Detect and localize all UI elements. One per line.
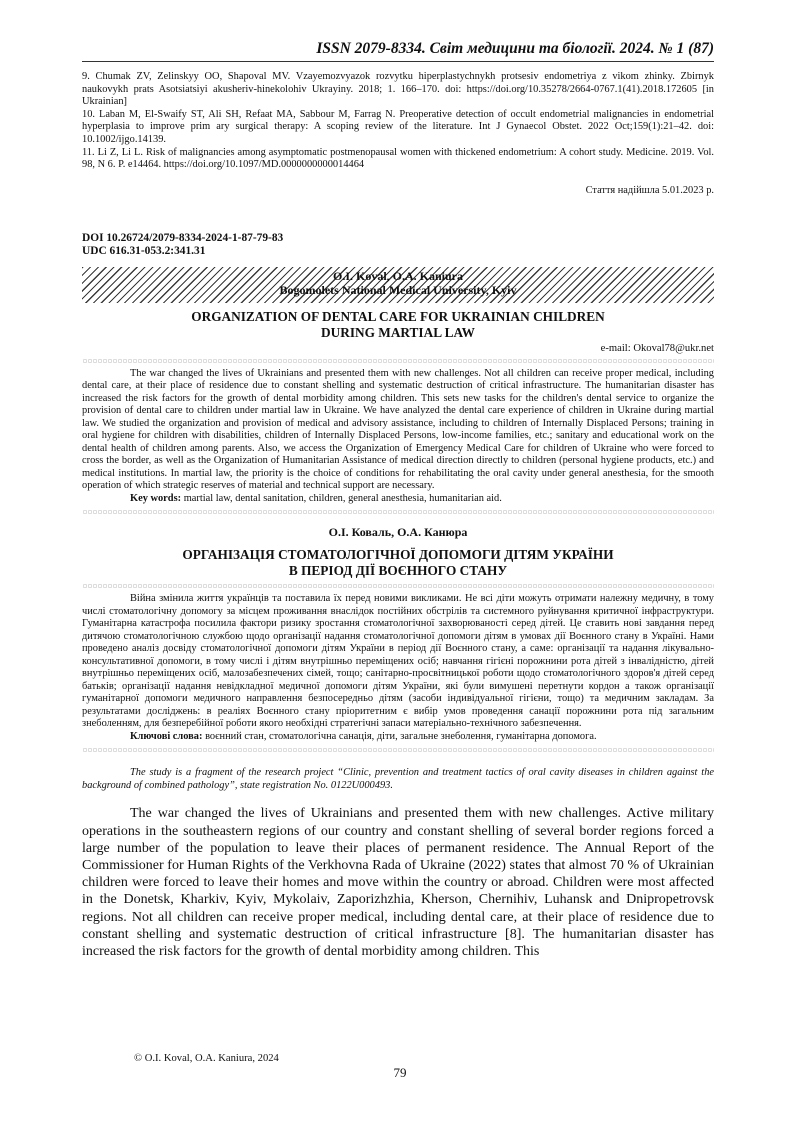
- reference-10: 10. Laban M, El-Swaify ST, Ali SH, Refaat MA, Sabbour M, Farrag N. Preoperative detection of occult endometrial malignancies in endometrial hyperplasia to improve prim ary surgical therapy: A scoping review of the literature. Int J Gynaecol Obstet. 2022 Oct;159(1):21–42. doi: 10.1002/ijgo.14139.: [82, 108, 714, 145]
- page-number: 79: [393, 1065, 407, 1080]
- keywords-ua-label: Ключові слова:: [130, 730, 203, 742]
- received-date: Стаття надійшла 5.01.2023 р.: [585, 184, 714, 196]
- author-email: e-mail: Okoval78@ukr.net: [600, 342, 714, 354]
- abstract-en: The war changed the lives of Ukrainians and presented them with new challenges. Not all children can receive proper medical, including dental care, at their place of residence due to constant shelling and systematic destruction of critical infrastructure. The humanitarian disaster has increased the risk factors for the growth of dental morbidity among children. This sets new tasks for the children's dental service to organize the provision of dental care to children under martial law in Ukraine. We have analyzed the dental care experience of children in Ukraine during martial law. We studied the organization and provision of medical and advisory assistance, including to children of Internally Displaced Persons; training in oral hygiene for children with disabilities, children of Internally Displaced Persons, low-income families, etc.; sanitary and educational work on the dental health of children among parents. Also, we access the Organization of Emergency Medical Care for children of Ukraine who were forced to cross the border, as well as the Organization of Humanitarian Assistance of medical direction directly to children (personal hygiene products, etc.) and medical institutions. In martial law, the priority is the choice of conditions for rehabilitating the oral cavity under general anesthesia, for the smooth operation of which strategic reserves of material and technical support are necessary.: [82, 367, 714, 492]
- article-title-en: [82, 309, 714, 341]
- article-title-ua: [82, 547, 714, 579]
- reference-11: 11. Li Z, Li L. Risk of malignancies among asymptomatic postmenopausal women with thickened endometrium: A cohort study. Medicine. 2019. Vol. 98, N 6. P. e14464. https://doi.org/10.1097/MD.0000000000014464: [82, 146, 714, 171]
- keywords-ua: [82, 731, 714, 744]
- udc: UDC 616.31-053.2:341.31: [82, 245, 206, 258]
- ornament-divider: [82, 509, 714, 515]
- keywords-ua-text: воєнний стан, стоматологічна санація, діти, загальне знеболення, гуманітарна допомога.: [205, 730, 597, 742]
- page: [82, 40, 714, 960]
- journal-header: ISSN 2079-8334. Світ медицини та біології. 2024. № 1 (87): [82, 40, 714, 62]
- title-en-line-2: DURING MARTIAL LAW: [321, 324, 475, 340]
- article-identifiers: [82, 232, 714, 259]
- author-banner: [82, 267, 714, 303]
- keywords-en-text: martial law, dental sanitation, children, general anesthesia, humanitarian aid.: [183, 492, 502, 504]
- title-ua-line-2: В ПЕРІОД ДІЇ ВОЄННОГО СТАНУ: [288, 563, 508, 579]
- doi: DOI 10.26724/2079-8334-2024-1-87-79-83: [82, 231, 284, 244]
- ornament-divider: [82, 358, 714, 364]
- study-note: The study is a fragment of the research project “Clinic, prevention and treatment tactics of oral cavity diseases in children against the background of combined pathology”, state registration No. 0122U000493.: [82, 767, 714, 791]
- keywords-en-label: Key words:: [130, 492, 182, 504]
- ornament-divider: [82, 747, 714, 753]
- references-list: [82, 71, 714, 172]
- reference-9: 9. Chumak ZV, Zelinskyy OO, Shapoval MV. Vzayemozvyazok rozvytku hiperplastychnykh protsesiv endometriya z vikom zhinky. Zbirnyk naukovykh prats Asotsiatsiyi akusheriv-hinekolohiv Ukrayiny. 2018; 1. 166–170. doi: https://doi.org/10.35278/2664-0767.1(41).2018.172605 [in Ukrainian]: [82, 71, 714, 108]
- keywords-en: [82, 493, 714, 506]
- title-en-line-1: ORGANIZATION OF DENTAL CARE FOR UKRAINIAN CHILDREN: [191, 308, 605, 324]
- body-paragraph: The war changed the lives of Ukrainians and presented them with new challenges. Active military operations in the southeastern regions of our country and constant shelling of several border regions forced a large number of the population to leave their places of permanent residence. The Annual Report of the Commissioner for Human Rights of the Verkhovna Rada of Ukraine (2022) states that almost 70 % of Ukrainian children were forced to leave their homes and move within the country or abroad. Children were most affected in the Donetsk, Kharkiv, Kyiv, Mykolaiv, Zaporizhzhia, Kherson, Chernihiv, Luhansk and Dnipropetrovsk regions. Not all children can receive proper medical, including dental care, at their place of residence due to constant shelling and systematic destruction of critical infrastructure [8]. The humanitarian disaster has increased the risk factors for the growth of dental morbidity among children. This: [82, 806, 714, 960]
- ornament-divider: [82, 583, 714, 589]
- copyright: © O.I. Koval, O.A. Kaniura, 2024: [134, 1053, 279, 1064]
- affiliation-en: Bogomolets National Medical University, Kyiv: [279, 283, 517, 298]
- title-ua-line-1: ОРГАНІЗАЦІЯ СТОМАТОЛОГІЧНОЇ ДОПОМОГИ ДІТЯМ УКРАЇНИ: [182, 547, 614, 563]
- authors-ua: О.І. Коваль, О.А. Канюра: [328, 525, 468, 540]
- abstract-ua: Війна змінила життя українців та поставила їх перед новими викликами. Не всі діти можуть отримати належну медичну, в тому числі стоматологічну допомогу за місцем проживання внаслідок постійних обстрілів та системного руйнування критичної інфраструктури. Гуманітарна катастрофа посилила фактори ризику зростання стоматологічної захворюваності серед дітей. Це ставить нові завдання перед дитячою стоматологічною службою щодо організації надання стоматологічної допомоги дітям в умовах дії Воєнного стану в Україні. Нами проведено аналіз досвіду стоматологічної допомоги дітям України в період дії Воєнного стану, а саме: організації та надання лікувально-консультативної допомоги, в тому числі і дітям внутрішньо переміщених осіб; навчання гігієні порожнини рота дітей з інвалідністю, дітей внутрішньо переміщених осіб, малозабезпечених сімей, тощо; санітарно-просвітницької роботи щодо стоматологічного здоров'я дітей серед батьків; організації надання невідкладної медичної допомоги дітям України, які були вимушені перетнути кордон а також організації гуманітарної допомоги медичного направлення безпосередньо дітям (засоби індивідуальної гігієни, тощо) та медичним закладам. За результатами досліджень: в реаліях Воєнного стану пріоритетним є вибір умов проведення санації порожнини рота під загальним знеболенням, для безперебійної роботи якого необхідні стратегічні запаси матеріально-технічного забезпечення.: [82, 593, 714, 730]
- authors-en: O.I. Koval, O.A. Kaniura: [332, 268, 463, 283]
